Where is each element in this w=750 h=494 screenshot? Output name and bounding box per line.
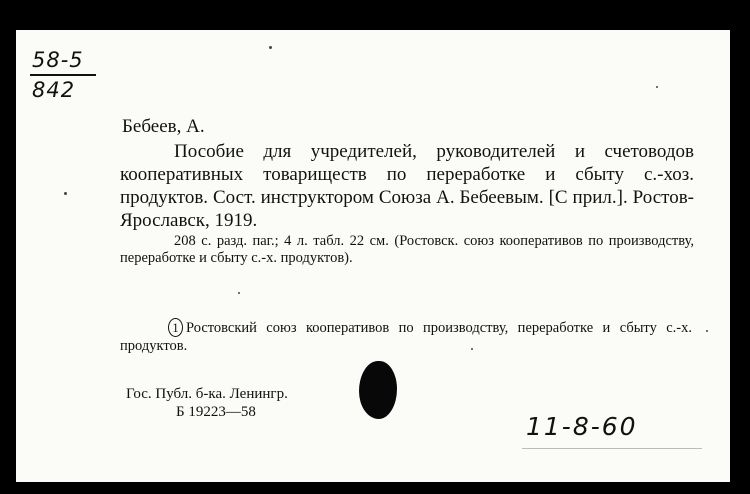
call-number-divider <box>30 74 96 76</box>
speck <box>656 86 658 88</box>
title-entry: Пособие для учредителей, руководителей и счетоводов кооперативных товариществ по переработке и сбыту с.-хоз. продуктов. Сост. инструктором Союза А. Бебеевым. [С прил.]. Ростов-Ярославск, 1919. <box>120 141 694 231</box>
collation-note: 208 с. разд. паг.; 4 л. табл. 22 см. (Ростовск. союз кооперативов по производству, переработке и сбыту с.-х. продуктов). <box>120 233 694 266</box>
catalog-card <box>16 30 730 482</box>
inventory-number: Б 19223—58 <box>176 404 256 420</box>
call-number-bottom: 842 <box>32 78 76 102</box>
ink-blot <box>359 361 397 419</box>
tracing-number: 1 <box>168 318 183 337</box>
speck <box>238 292 240 294</box>
tracing-text: Ростовский союз кооперативов по производству, переработке и сбыту с.-х. продуктов. <box>120 320 692 354</box>
speck <box>64 192 67 195</box>
speck <box>269 46 272 49</box>
handwritten-date: 11-8-60 <box>526 412 638 441</box>
call-number-top: 58-5 <box>32 48 84 72</box>
tracing-entry <box>120 318 692 355</box>
speck <box>706 330 708 332</box>
library-stamp: Гос. Публ. б-ка. Ленингр. <box>126 386 288 402</box>
speck <box>471 348 473 350</box>
date-underline <box>522 448 702 449</box>
author-heading: Бебеев, А. <box>122 116 205 137</box>
